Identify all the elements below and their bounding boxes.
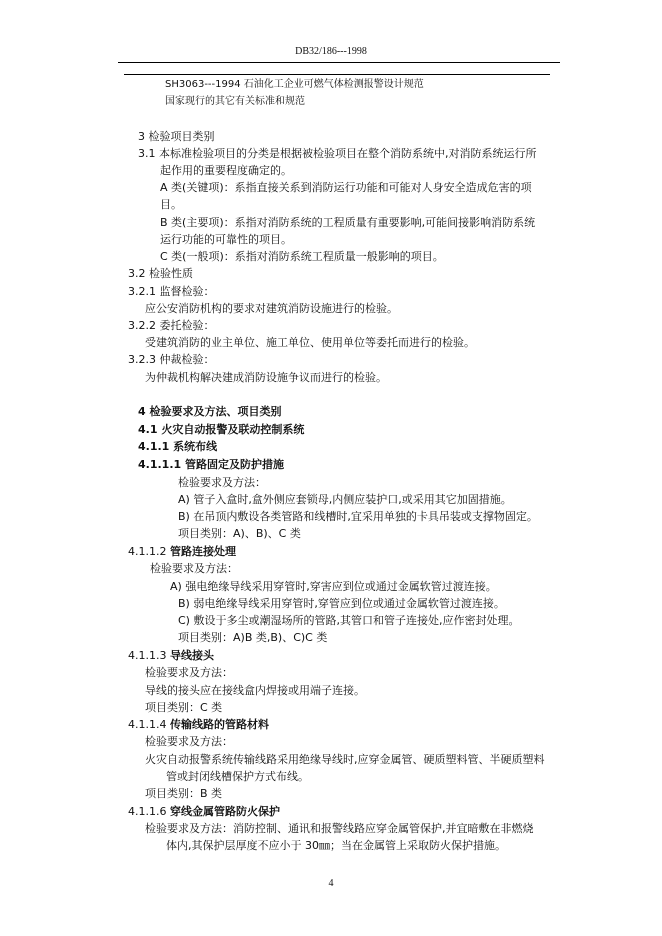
item6-text-line2: 体内,其保护层厚度不应小于 30㎜；当在金属管上采取防火保护措施。 — [166, 839, 506, 852]
section-4-1-1: 4.1.1 系统布线 — [138, 440, 218, 453]
para-3-1-cont: 起作用的重要程度确定的。 — [160, 164, 292, 177]
header-rule-bottom — [124, 74, 550, 75]
section-3-2-3-text: 为仲裁机构解决建成消防设施争议而进行的检验。 — [145, 371, 387, 384]
item1-requirement: 检验要求及方法： — [178, 476, 266, 489]
section-heading: 传输线路的管路材料 — [169, 718, 269, 731]
item3-category: 项目类别：C 类 — [145, 701, 223, 714]
item2-category: 项目类别：A)B 类,B)、C)C 类 — [178, 631, 328, 644]
section-3-2-1-text: 应公安消防机构的要求对建筑消防设施进行的检验。 — [145, 302, 398, 315]
ref-sh3063: SH3063---1994 石油化工企业可燃气体检测报警设计规范 — [165, 79, 424, 90]
section-number: 4.1.1.4 — [128, 718, 170, 731]
item3-text: 导线的接头应在接线盒内焊接或用端子连接。 — [145, 684, 365, 697]
item2-requirement: 检验要求及方法： — [150, 562, 238, 575]
section-3-2-2-text: 受建筑消防的业主单位、施工单位、使用单位等委托而进行的检验。 — [145, 336, 475, 349]
item4-text-line2: 管或封闭线槽保护方式布线。 — [166, 770, 309, 783]
item6-text-line1: 检验要求及方法：消防控制、通讯和报警线路应穿金属管保护,并宜暗敷在非燃烧 — [145, 822, 534, 835]
section-number: 4.1.1.6 — [128, 805, 170, 818]
section-4-1-1-3 — [128, 649, 214, 663]
class-a-line2: 目。 — [160, 198, 182, 211]
page-number: 4 — [328, 878, 334, 889]
item4-text-line1: 火灾自动报警系统传输线路采用绝缘导线时,应穿金属管、硬质塑料管、半硬质塑料 — [145, 753, 545, 766]
item4-requirement: 检验要求及方法： — [145, 735, 233, 748]
section-3-2-2: 3.2.2 委托检验： — [128, 319, 215, 332]
ref-national: 国家现行的其它有关标准和规范 — [165, 96, 305, 107]
section-3-2-1: 3.2.1 监督检验： — [128, 285, 215, 298]
section-heading: 穿线金属管路防火保护 — [169, 805, 280, 818]
section-4-1: 4.1 火灾自动报警及联动控制系统 — [138, 423, 305, 436]
para-3-1: 3.1 本标准检验项目的分类是根据被检验项目在整个消防系统中,对消防系统运行所 — [138, 147, 537, 160]
item2-a: A) 强电绝缘导线采用穿管时,穿害应到位或通过金属软管过渡连接。 — [170, 580, 497, 593]
section-heading: 导线接头 — [169, 649, 214, 662]
item3-requirement: 检验要求及方法： — [145, 666, 233, 679]
section-4-title: 4 检验要求及方法、项目类别 — [138, 405, 282, 418]
class-a-line1: A 类(关键项)：系指直接关系到消防运行功能和可能对人身安全造成危害的项 — [160, 181, 532, 194]
class-b-line2: 运行功能的可靠性的项目。 — [160, 233, 292, 246]
section-3-2: 3.2 检验性质 — [128, 267, 193, 280]
section-3-title: 3 检验项目类别 — [138, 130, 215, 143]
class-b-line1: B 类(主要项)：系指对消防系统的工程质量有重要影响,可能间接影响消防系统 — [160, 216, 536, 229]
header-doc-code: DB32/186---1998 — [295, 46, 367, 57]
header-rule-top — [118, 62, 560, 63]
section-3-2-3: 3.2.3 仲裁检验： — [128, 353, 215, 366]
section-number: 4.1.1.2 — [128, 545, 170, 558]
item1-b: B) 在吊顶内敷设各类管路和线槽时,宜采用单独的卡具吊装或支撑物固定。 — [178, 510, 538, 523]
section-4-1-1-2 — [128, 545, 236, 559]
section-4-1-1-4 — [128, 718, 269, 732]
section-number: 4.1.1.3 — [128, 649, 170, 662]
section-4-1-1-6 — [128, 805, 280, 819]
section-4-1-1-1: 4.1.1.1 管路固定及防护措施 — [138, 458, 284, 471]
item2-b: B) 弱电绝缘导线采用穿管时,穿管应到位或通过金属软管过渡连接。 — [178, 597, 505, 610]
class-c-line: C 类(一般项)：系指对消防系统工程质量一般影响的项目。 — [160, 250, 444, 263]
item1-a: A) 管子入盒时,盒外侧应套锁母,内侧应装护口,或采用其它加固措施。 — [178, 493, 512, 506]
item4-category: 项目类别：B 类 — [145, 787, 223, 800]
item2-c: C) 敷设于多尘或潮湿场所的管路,其管口和管子连接处,应作密封处理。 — [178, 614, 520, 627]
item1-category: 项目类别：A)、B)、C 类 — [178, 527, 301, 540]
section-heading: 管路连接处理 — [169, 545, 236, 558]
